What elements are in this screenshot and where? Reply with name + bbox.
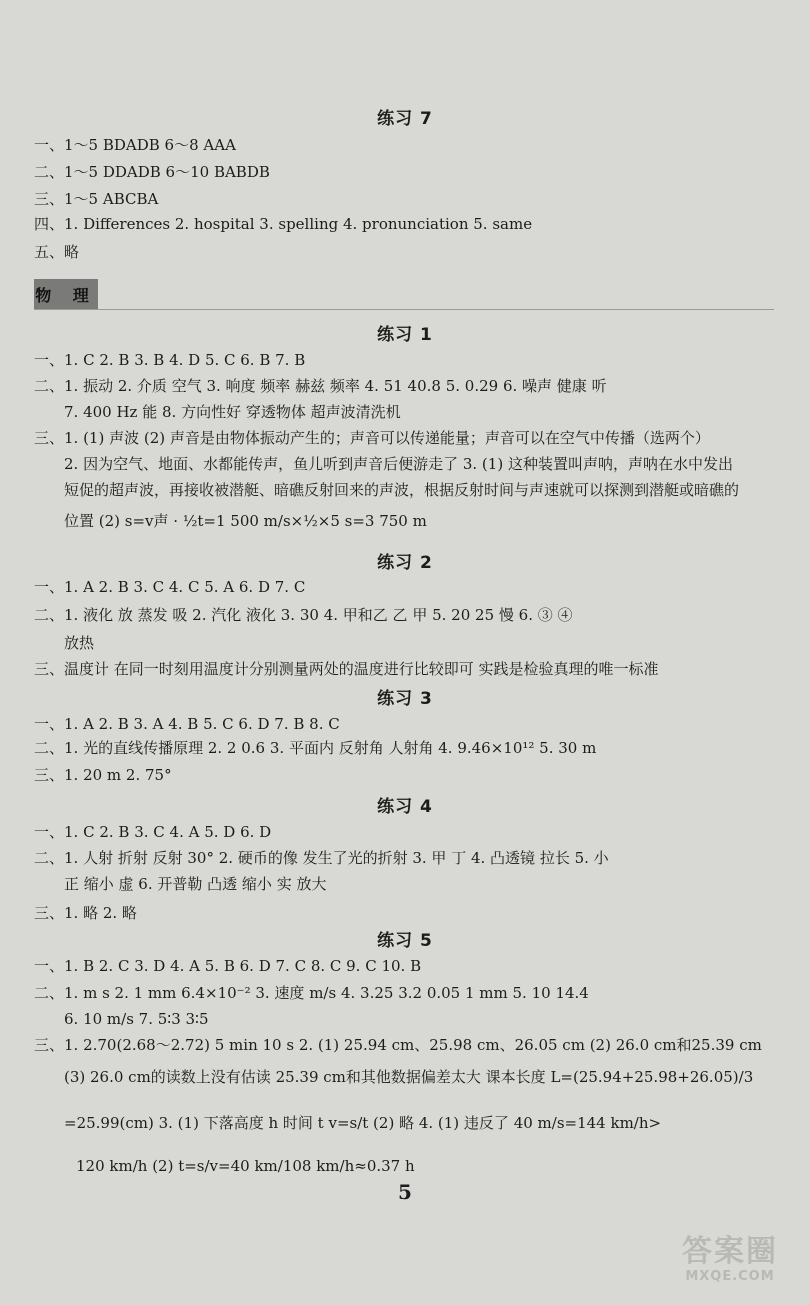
exercise-4-line: 正 缩小 虚 6. 开普勒 凸透 缩小 实 放大 <box>64 875 327 893</box>
exercise-5-line: 120 km/h (2) t=s/v=40 km/108 km/h≈0.37 h <box>76 1157 415 1175</box>
watermark-url: MXQE.COM <box>685 1269 775 1284</box>
exercise-3-line: 一、1. A 2. B 3. A 4. B 5. C 6. D 7. B 8. C <box>34 715 340 733</box>
exercise-2-line: 二、1. 液化 放 蒸发 吸 2. 汽化 液化 3. 30 4. 甲和乙 乙 甲 5. 20 25 慢 6. ③ ④ <box>34 606 573 624</box>
exercise-1-line: 二、1. 振动 2. 介质 空气 3. 响度 频率 赫兹 频率 4. 51 40.8 5. 0.29 6. 噪声 健康 听 <box>34 377 607 395</box>
exercise-5-line: 三、1. 2.70(2.68～2.72) 5 min 10 s 2. (1) 25.94 cm、25.98 cm、26.05 cm (2) 26.0 cm和25.39 cm <box>34 1036 762 1054</box>
watermark-logo <box>664 1235 796 1291</box>
exercise-4-line: 二、1. 人射 折射 反射 30° 2. 硬币的像 发生了光的折射 3. 甲 丁 4. 凸透镜 拉长 5. 小 <box>34 849 609 867</box>
exercise-7-line: 三、1～5 ABCBA <box>34 190 159 208</box>
exercise-1-title: 练习 1 <box>377 325 433 345</box>
exercise-3-title: 练习 3 <box>377 689 433 709</box>
exercise-5-line: 二、1. m s 2. 1 mm 6.4×10⁻² 3. 速度 m/s 4. 3.25 3.2 0.05 1 mm 5. 10 14.4 <box>34 984 589 1002</box>
exercise-5-line: (3) 26.0 cm的读数上没有估读 25.39 cm和其他数据偏差太大 课本长度 L=(25.94+25.98+26.05)/3 <box>64 1068 754 1086</box>
exercise-7-title: 练习 7 <box>377 109 433 129</box>
exercise-4-line: 一、1. C 2. B 3. C 4. A 5. D 6. D <box>34 823 272 841</box>
exercise-1-line: 三、1. (1) 声波 (2) 声音是由物体振动产生的；声音可以传递能量；声音可以在空气中传播（选两个） <box>34 429 710 447</box>
exercise-5-line: =25.99(cm) 3. (1) 下落高度 h 时间 t v=s/t (2) 略 4. (1) 违反了 40 m/s=144 km/h> <box>64 1114 662 1132</box>
exercise-2-line: 一、1. A 2. B 3. C 4. C 5. A 6. D 7. C <box>34 578 306 596</box>
exercise-7-line: 二、1～5 DDADB 6～10 BABDB <box>34 163 270 181</box>
exercise-1-line: 位置 (2) s=v声 · ½t=1 500 m/s×½×5 s=3 750 m <box>64 512 427 530</box>
page-number: 5 <box>398 1180 412 1204</box>
exercise-1-line: 一、1. C 2. B 3. B 4. D 5. C 6. B 7. B <box>34 351 306 369</box>
exercise-7-line: 四、1. Differences 2. hospital 3. spelling 4. pronunciation 5. same <box>34 215 533 233</box>
exercise-5-line: 6. 10 m/s 7. 5∶3 3∶5 <box>64 1010 209 1028</box>
watermark-text: 答案圈 <box>682 1234 778 1269</box>
exercise-5-line: 一、1. B 2. C 3. D 4. A 5. B 6. D 7. C 8. C 9. C 10. B <box>34 957 422 975</box>
exercise-7-line: 一、1～5 BDADB 6～8 AAA <box>34 136 236 154</box>
subject-divider <box>34 309 774 310</box>
exercise-4-line: 三、1. 略 2. 略 <box>34 904 137 922</box>
exercise-1-line: 短促的超声波，再接收被潜艇、暗礁反射回来的声波，根据反射时间与声速就可以探测到潜艇或暗礁的 <box>64 481 740 499</box>
exercise-3-line: 二、1. 光的直线传播原理 2. 2 0.6 3. 平面内 反射角 人射角 4. 9.46×10¹² 5. 30 m <box>34 739 597 757</box>
exercise-4-title: 练习 4 <box>377 797 433 817</box>
exercise-5-title: 练习 5 <box>377 931 433 951</box>
exercise-2-line: 放热 <box>64 634 95 652</box>
exercise-3-line: 三、1. 20 m 2. 75° <box>34 766 172 784</box>
subject-label: 物 理 <box>34 279 98 309</box>
exercise-2-line: 三、温度计 在同一时刻用温度计分别测量两处的温度进行比较即可 实践是检验真理的唯一标准 <box>34 660 659 678</box>
exercise-1-line: 7. 400 Hz 能 8. 方向性好 穿透物体 超声波清洗机 <box>64 403 401 421</box>
exercise-1-line: 2. 因为空气、地面、水都能传声，鱼儿听到声音后便游走了 3. (1) 这种装置叫声呐，声呐在水中发出 <box>64 455 733 473</box>
exercise-7-line: 五、略 <box>34 243 80 261</box>
exercise-2-title: 练习 2 <box>377 553 433 573</box>
